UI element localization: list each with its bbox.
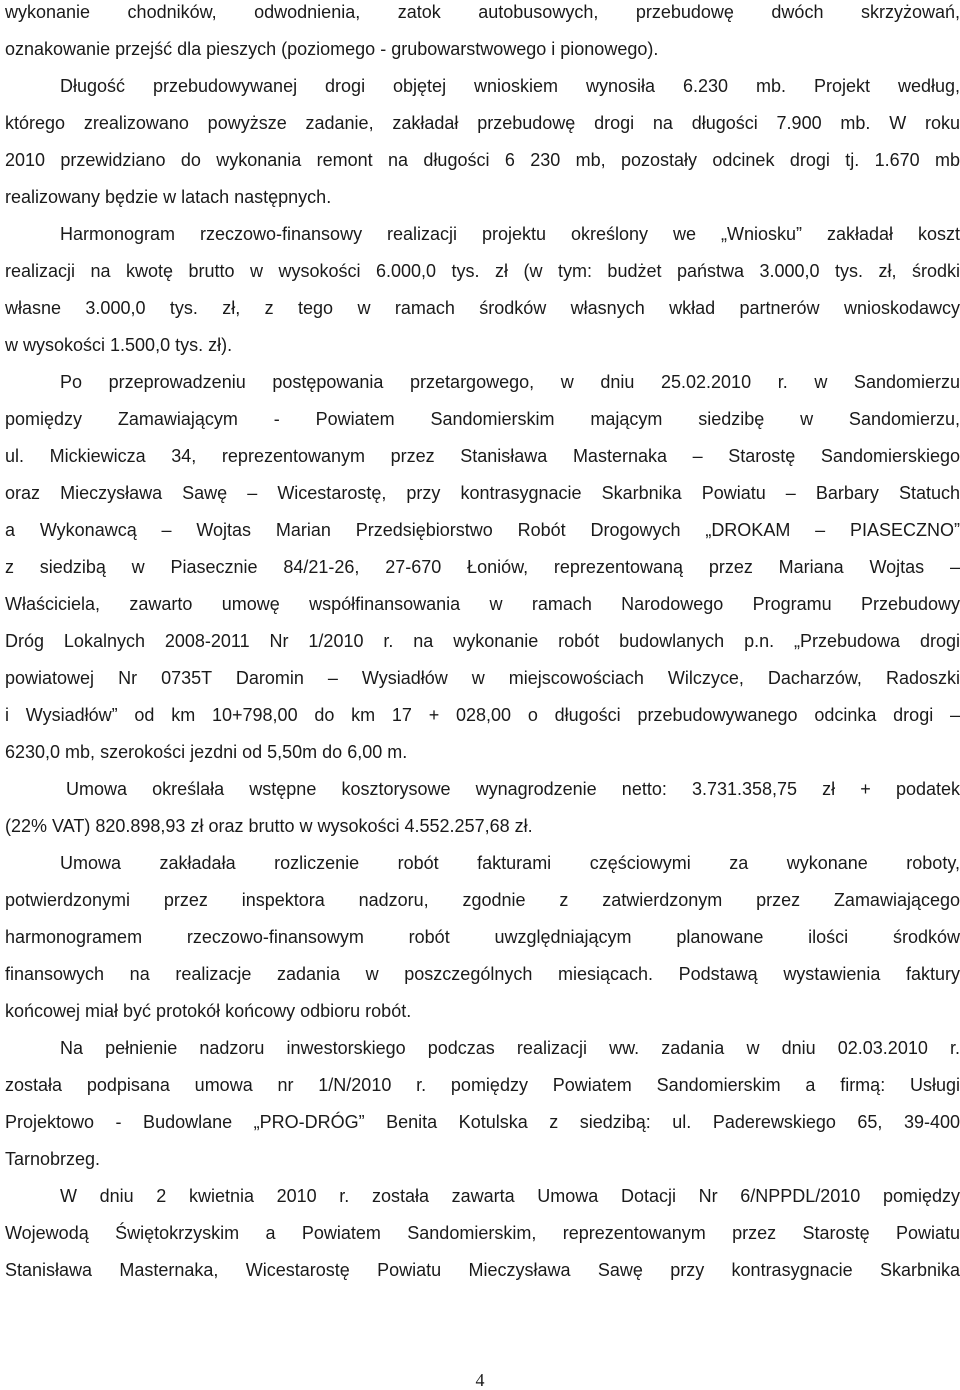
text-line: i Wysiadłów” od km 10+798,00 do km 17 + 028,00 o długości przebudowywanego odcinka drogi – [5,705,960,725]
text-line: a Wykonawcą – Wojtas Marian Przedsiębiorstwo Robót Drogowych „DROKAM – PIASECZNO” [5,520,960,540]
text-line: końcowej miał być protokół końcowy odbioru robót. [5,1001,412,1021]
text-line: Umowa określała wstępne kosztorysowe wynagrodzenie netto: 3.731.358,75 zł + podatek [66,779,960,799]
text-line: pomiędzy Zamawiającym - Powiatem Sandomierskim mającym siedzibę w Sandomierzu, [5,409,960,429]
text-line: 6230,0 mb, szerokości jezdni od 5,50m do 6,00 m. [5,742,408,762]
text-line: z siedzibą w Piasecznie 84/21-26, 27-670 Łoniów, reprezentowaną przez Mariana Wojtas – [5,557,960,577]
text-line: realizowany będzie w latach następnych. [5,187,332,207]
text-line: Długość przebudowywanej drogi objętej wnioskiem wynosiła 6.230 mb. Projekt według, [60,76,960,96]
body-text [5,0,960,1289]
text-line: harmonogramem rzeczowo-finansowym robót uwzględniającym planowane ilości środków [5,927,960,947]
text-line: została podpisana umowa nr 1/N/2010 r. pomiędzy Powiatem Sandomierskim a firmą: Usługi [5,1075,960,1095]
text-line: ul. Mickiewicza 34, reprezentowanym przez Stanisława Masternaka – Starostę Sandomierskiego [5,446,960,466]
page-number: 4 [475,1370,485,1390]
text-line: realizacji na kwotę brutto w wysokości 6.000,0 tys. zł (w tym: budżet państwa 3.000,0 tys. zł, środki [5,261,960,281]
text-line: 2010 przewidziano do wykonania remont na długości 6 230 mb, pozostały odcinek drogi tj. 1.670 mb [5,150,960,170]
text-line: w wysokości 1.500,0 tys. zł). [5,335,233,355]
text-line: (22% VAT) 820.898,93 zł oraz brutto w wysokości 4.552.257,68 zł. [5,816,533,836]
text-line: własne 3.000,0 tys. zł, z tego w ramach środków własnych wkład partnerów wnioskodawcy [5,298,960,318]
text-line: Tarnobrzeg. [5,1149,101,1169]
text-line: Umowa zakładała rozliczenie robót fakturami częściowymi za wykonane roboty, [60,853,960,873]
text-line: Właściciela, zawarto umowę współfinansowania w ramach Narodowego Programu Przebudowy [5,594,960,614]
text-line: potwierdzonymi przez inspektora nadzoru, zgodnie z zatwierdzonym przez Zamawiającego [5,890,960,910]
text-line: Harmonogram rzeczowo-finansowy realizacji projektu określony we „Wniosku” zakładał koszt [60,224,960,244]
text-line: Na pełnienie nadzoru inwestorskiego podczas realizacji ww. zadania w dniu 02.03.2010 r. [60,1038,960,1058]
text-line: oznakowanie przejść dla pieszych (poziomego - grubowarstwowego i pionowego). [5,39,659,59]
text-line: Projektowo - Budowlane „PRO-DRÓG” Benita Kotulska z siedzibą: ul. Paderewskiego 65, 39-400 [5,1112,960,1132]
text-line: Dróg Lokalnych 2008-2011 Nr 1/2010 r. na wykonanie robót budowlanych p.n. „Przebudowa drogi [5,631,960,651]
text-line: Po przeprowadzeniu postępowania przetargowego, w dniu 25.02.2010 r. w Sandomierzu [60,372,960,392]
text-line: W dniu 2 kwietnia 2010 r. została zawarta Umowa Dotacji Nr 6/NPPDL/2010 pomiędzy [60,1186,960,1206]
text-line: finansowych na realizacje zadania w poszczególnych miesiącach. Podstawą wystawienia faktury [5,964,960,984]
text-line: oraz Mieczysława Sawę – Wicestarostę, przy kontrasygnacie Skarbnika Powiatu – Barbary Statuch [5,483,960,503]
text-line: powiatowej Nr 0735T Daromin – Wysiadłów w miejscowościach Wilczyce, Dacharzów, Radoszki [5,668,960,688]
text-line: wykonanie chodników, odwodnienia, zatok autobusowych, przebudowę dwóch skrzyżowań, [5,2,960,22]
text-line: którego zrealizowano powyższe zadanie, zakładał przebudowę drogi na długości 7.900 mb. W roku [5,113,960,133]
text-line: Wojewodą Świętokrzyskim a Powiatem Sandomierskim, reprezentowanym przez Starostę Powiatu [5,1223,960,1243]
text-line: Stanisława Masternaka, Wicestarostę Powiatu Mieczysława Sawę przy kontrasygnacie Skarbnika [5,1260,960,1280]
